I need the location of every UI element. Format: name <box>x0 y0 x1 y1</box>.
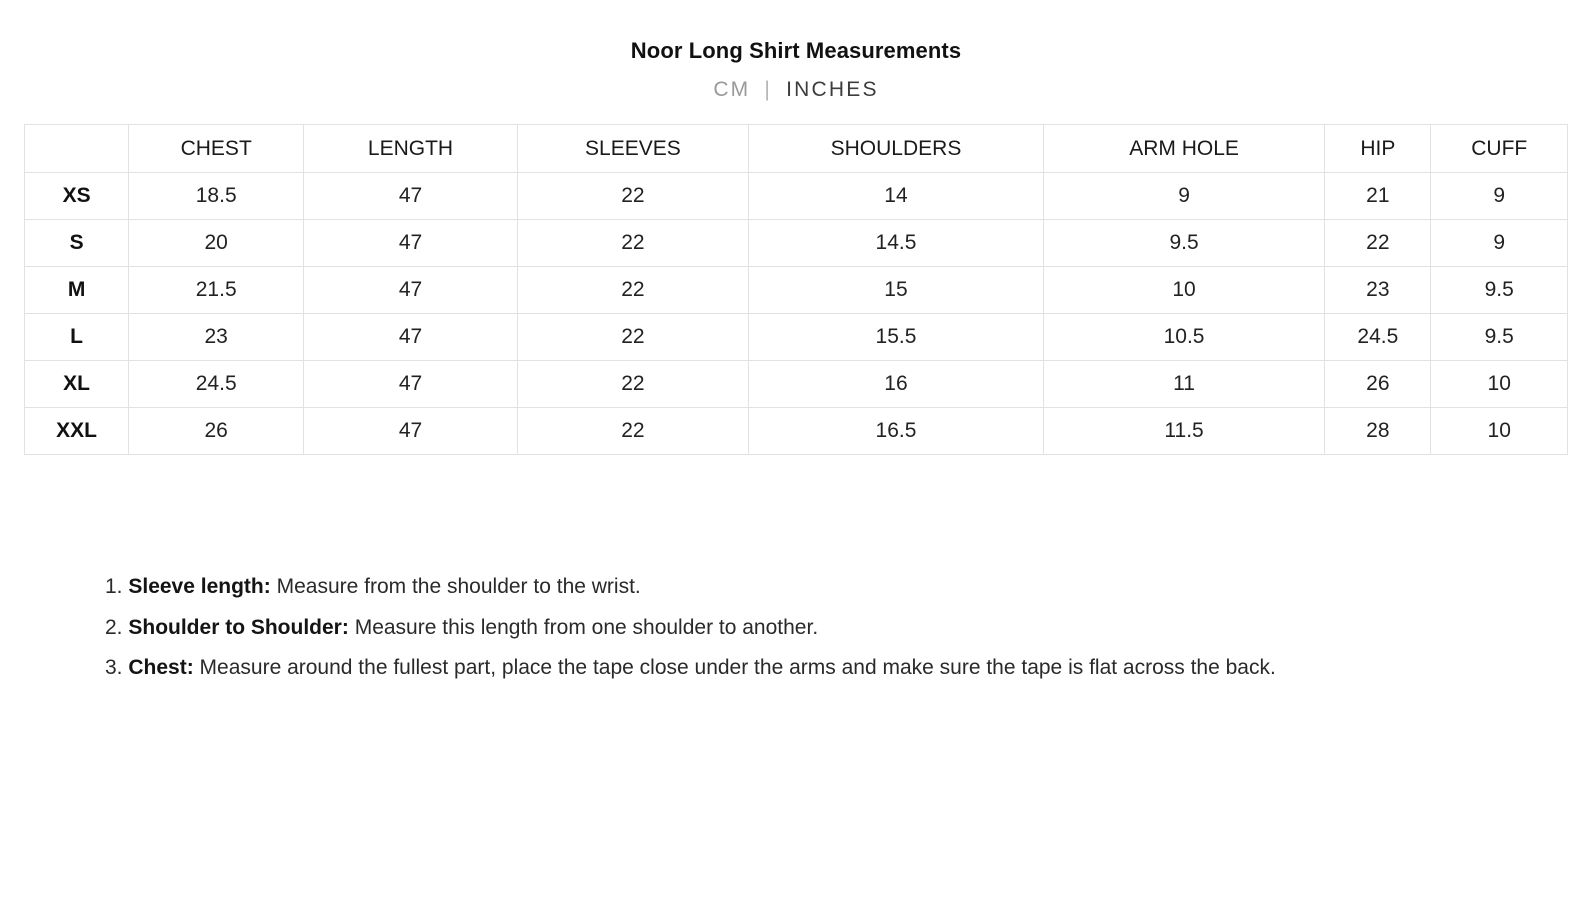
cell-hip: 28 <box>1325 408 1431 455</box>
cell-size: S <box>25 220 129 267</box>
cell-size: L <box>25 314 129 361</box>
cell-shoulders: 14 <box>749 173 1044 220</box>
cell-sleeves: 22 <box>517 173 748 220</box>
cell-cuff: 9 <box>1431 173 1568 220</box>
column-header-chest: CHEST <box>129 125 304 173</box>
cell-arm-hole: 10 <box>1043 267 1324 314</box>
cell-size: XL <box>25 361 129 408</box>
column-header-sleeves: SLEEVES <box>517 125 748 173</box>
cell-arm-hole: 11.5 <box>1043 408 1324 455</box>
note-term: Shoulder to Shoulder: <box>128 615 349 639</box>
cell-shoulders: 15.5 <box>749 314 1044 361</box>
cell-chest: 23 <box>129 314 304 361</box>
size-chart-page <box>0 38 1592 910</box>
note-number: 2. <box>105 615 123 639</box>
list-item <box>105 654 1535 683</box>
cell-hip: 21 <box>1325 173 1431 220</box>
column-header-shoulders: SHOULDERS <box>749 125 1044 173</box>
table-row <box>25 267 1568 314</box>
column-header-cuff: CUFF <box>1431 125 1568 173</box>
unit-toggle <box>0 78 1592 102</box>
cell-length: 47 <box>304 314 518 361</box>
cell-arm-hole: 9.5 <box>1043 220 1324 267</box>
cell-chest: 20 <box>129 220 304 267</box>
cell-shoulders: 15 <box>749 267 1044 314</box>
list-item <box>105 614 1535 643</box>
cell-cuff: 9.5 <box>1431 267 1568 314</box>
note-number: 1. <box>105 575 123 598</box>
cell-hip: 26 <box>1325 361 1431 408</box>
note-text: Measure around the fullest part, place the tape close under the arms and make sure the tape is flat across the back. <box>199 656 1276 680</box>
cell-cuff: 10 <box>1431 361 1568 408</box>
cell-shoulders: 16.5 <box>749 408 1044 455</box>
cell-cuff: 9 <box>1431 220 1568 267</box>
cell-arm-hole: 10.5 <box>1043 314 1324 361</box>
note-text: Measure from the shoulder to the wrist. <box>276 575 641 598</box>
page-title: Noor Long Shirt Measurements <box>630 38 962 63</box>
measurement-instructions <box>105 573 1535 683</box>
column-header-size <box>25 125 129 173</box>
cell-hip: 22 <box>1325 220 1431 267</box>
cell-hip: 24.5 <box>1325 314 1431 361</box>
cell-arm-hole: 9 <box>1043 173 1324 220</box>
cell-size: XXL <box>25 408 129 455</box>
note-term: Sleeve length: <box>128 575 271 598</box>
table-header-row <box>25 125 1568 173</box>
cell-sleeves: 22 <box>517 267 748 314</box>
unit-inches-label[interactable]: INCHES <box>786 78 879 101</box>
column-header-length: LENGTH <box>304 125 518 173</box>
table-row <box>25 173 1568 220</box>
cell-sleeves: 22 <box>517 314 748 361</box>
note-text: Measure this length from one shoulder to another. <box>354 615 819 639</box>
measurements-table-wrapper <box>24 124 1568 455</box>
cell-cuff: 10 <box>1431 408 1568 455</box>
unit-cm-label[interactable]: CM <box>713 78 751 101</box>
cell-length: 47 <box>304 173 518 220</box>
cell-chest: 26 <box>129 408 304 455</box>
table-row <box>25 361 1568 408</box>
cell-shoulders: 16 <box>749 361 1044 408</box>
cell-length: 47 <box>304 220 518 267</box>
cell-length: 47 <box>304 408 518 455</box>
cell-size: M <box>25 267 129 314</box>
table-row <box>25 408 1568 455</box>
list-item <box>105 573 1535 602</box>
note-number: 3. <box>105 656 123 680</box>
cell-sleeves: 22 <box>517 408 748 455</box>
table-row <box>25 314 1568 361</box>
column-header-arm-hole: ARM HOLE <box>1043 125 1324 173</box>
measurements-table <box>24 124 1568 455</box>
cell-length: 47 <box>304 361 518 408</box>
cell-size: XS <box>25 173 129 220</box>
column-header-hip: HIP <box>1325 125 1431 173</box>
cell-chest: 18.5 <box>129 173 304 220</box>
cell-hip: 23 <box>1325 267 1431 314</box>
note-term: Chest: <box>128 656 194 680</box>
cell-shoulders: 14.5 <box>749 220 1044 267</box>
cell-sleeves: 22 <box>517 361 748 408</box>
cell-arm-hole: 11 <box>1043 361 1324 408</box>
cell-length: 47 <box>304 267 518 314</box>
table-row <box>25 220 1568 267</box>
cell-chest: 24.5 <box>129 361 304 408</box>
cell-cuff: 9.5 <box>1431 314 1568 361</box>
cell-sleeves: 22 <box>517 220 748 267</box>
unit-separator: | <box>764 78 773 101</box>
cell-chest: 21.5 <box>129 267 304 314</box>
